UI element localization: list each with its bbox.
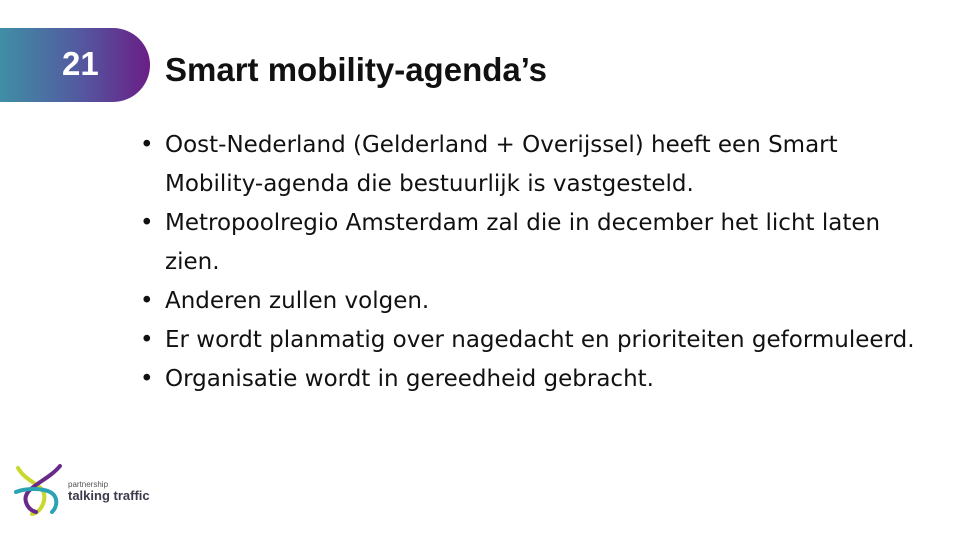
bullet-text: Anderen zullen volgen.	[165, 288, 430, 314]
bullet-text: Organisatie wordt in gereedheid gebracht.	[165, 366, 654, 392]
bullet-item	[140, 282, 930, 321]
bullet-list	[140, 126, 930, 399]
bullet-item	[140, 321, 930, 360]
bullet-item	[140, 126, 930, 204]
talking-traffic-logo	[12, 462, 172, 518]
bullet-dot-icon: •	[140, 366, 154, 392]
slide-number: 21	[62, 45, 99, 82]
bullet-text: Metropoolregio Amsterdam zal die in december het licht laten zien.	[165, 210, 881, 275]
logo-text: talking traffic	[68, 488, 150, 503]
bullet-item	[140, 360, 930, 399]
bullet-dot-icon: •	[140, 327, 154, 353]
bullet-dot-icon: •	[140, 210, 154, 236]
talking-traffic-logo-icon	[12, 462, 66, 518]
bullet-item	[140, 204, 930, 282]
slide-title: Smart mobility-agenda’s	[165, 51, 548, 88]
bullet-text: Oost-Nederland (Gelderland + Overijssel) heeft een Smart Mobility-agenda die bestuurlijk is vastgesteld.	[165, 132, 838, 197]
bullet-dot-icon: •	[140, 132, 154, 158]
logo-subtext: partnership	[68, 480, 109, 489]
bullet-text: Er wordt planmatig over nagedacht en prioriteiten geformuleerd.	[165, 327, 915, 353]
bullet-dot-icon: •	[140, 288, 154, 314]
